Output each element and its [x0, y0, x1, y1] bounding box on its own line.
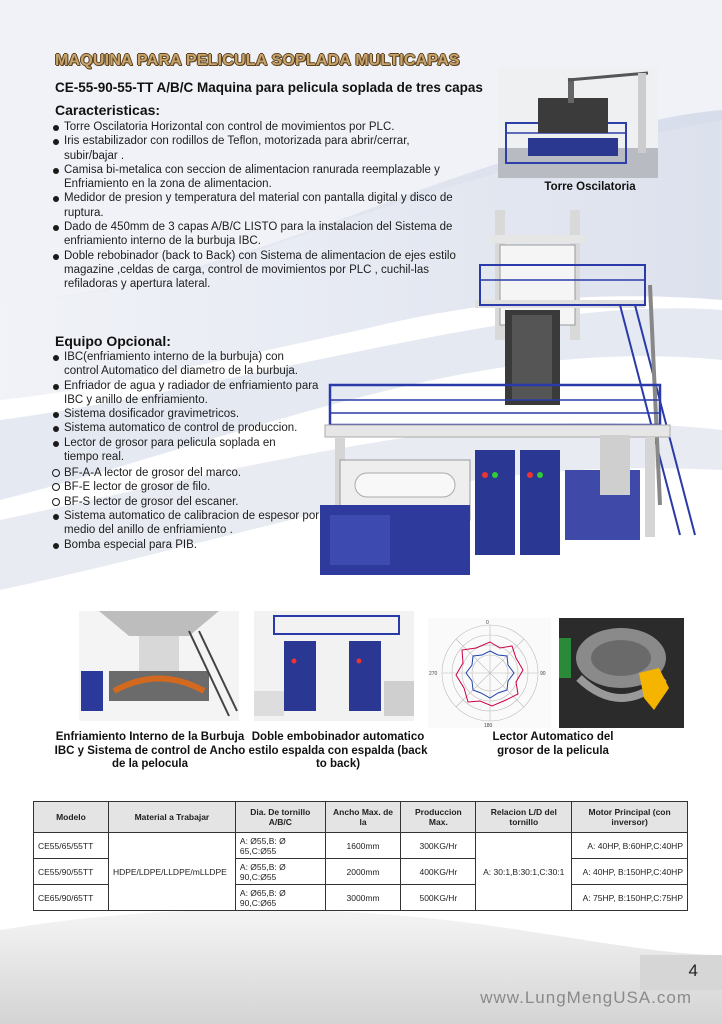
page-number: 4 [688, 961, 698, 980]
cell-model: CE65/90/65TT [34, 885, 109, 911]
sub-item: BF-E lector de grosor de filo. [52, 480, 320, 494]
scanner-caption: Lector Automatico del grosor de la pelicula [492, 731, 614, 757]
cell-motor: A: 75HP, B:150HP,C:75HP [572, 885, 688, 911]
scanner-photo [559, 618, 684, 728]
tower-photo [498, 68, 658, 178]
thickness-polar-plot [428, 618, 551, 728]
sub-item: BF-S lector de grosor del escaner. [52, 495, 320, 509]
feature-item: Dado de 450mm de 3 capas A/B/C LISTO para la instalacion del Sistema de enfriamiento interno de la burbuja IBC. [52, 220, 477, 249]
feature-item: Medidor de presion y temperatura del material con pantalla digital y disco de ruptura. [52, 191, 477, 220]
feature-item: Torre Oscilatoria Horizontal con control de movimientos por PLC. [52, 120, 477, 134]
optional-item: Bomba especial para PIB. [52, 538, 320, 552]
optional-list-continued [52, 509, 320, 552]
col-ld: Relacion L/D del tornillo [476, 802, 572, 833]
spec-table [33, 801, 688, 911]
polar-label-90: 90 [540, 671, 546, 677]
thickness-scanner-image [559, 618, 684, 728]
cell-motor: A: 40HP, B:60HP,C:40HP [572, 833, 688, 859]
page-title: MAQUINA PARA PELICULA SOPLADA MULTICAPAS [55, 52, 460, 69]
table-header-row [34, 802, 688, 833]
cell-width: 3000mm [325, 885, 401, 911]
optional-list [52, 350, 320, 464]
ibc-photo [79, 611, 239, 721]
col-screw: Dia. De tornillo A/B/C [235, 802, 325, 833]
col-output: Produccion Max. [401, 802, 476, 833]
cell-motor: A: 40HP, B:150HP,C:40HP [572, 859, 688, 885]
table-row [34, 833, 688, 859]
polar-chart-photo [428, 618, 551, 728]
cell-screw: A: Ø55,B: Ø 65,C:Ø55 [235, 833, 325, 859]
tower-caption: Torre Oscilatoria [544, 181, 636, 193]
cell-output: 400KG/Hr [401, 859, 476, 885]
col-width: Ancho Max. de la [325, 802, 401, 833]
polar-label-0: 0 [486, 620, 489, 626]
thickness-reader-sublist [52, 466, 320, 509]
optional-item: Sistema dosificador gravimetricos. [52, 407, 320, 421]
feature-item: Iris estabilizador con rodillos de Teflon, motorizada para abrir/cerrar, subir/bajar . [52, 134, 464, 163]
blown-film-machine-image [300, 205, 700, 600]
cell-ld: A: 30:1,B:30:1,C:30:1 [476, 833, 572, 911]
cell-output: 500KG/Hr [401, 885, 476, 911]
polar-label-180: 180 [484, 723, 493, 728]
ibc-cooling-image [79, 611, 239, 721]
winder-photo [254, 611, 414, 721]
sub-item: BF-A-A lector de grosor del marco. [52, 466, 320, 480]
polar-label-270: 270 [429, 671, 438, 677]
cell-output: 300KG/Hr [401, 833, 476, 859]
ibc-caption: Enfriamiento Interno de la Burbuja IBC y Sistema de control de Ancho de la pelocula [54, 731, 246, 770]
features-heading: Caracteristicas: [55, 102, 161, 118]
optional-item: Sistema automatico de control de produccion. [52, 421, 320, 435]
feature-item: Doble rebobinador (back to Back) con Sistema de alimentacion de ejes estilo magazine ,celdas de carga, control de movimientos por PLC , cuchil-las refiladoras y apertura lateral. [52, 249, 477, 292]
optional-item: IBC(enfriamiento interno de la burbuja) con control Automatico del diametro de la burbuja. [52, 350, 320, 379]
cell-screw: A: Ø65,B: Ø 90,C:Ø65 [235, 885, 325, 911]
back-to-back-winder-image [254, 611, 414, 721]
cell-model: CE55/65/55TT [34, 833, 109, 859]
feature-item: Camisa bi-metalica con seccion de alimentacion ranurada reemplazable y Enfriamiento en la zona de alimentacion. [52, 163, 477, 192]
col-motor: Motor Principal (con inversor) [572, 802, 688, 833]
cell-width: 1600mm [325, 833, 401, 859]
machine-subtitle: CE-55-90-55-TT A/B/C Maquina para pelicula soplada de tres capas [55, 80, 483, 95]
cell-material: HDPE/LDPE/LLDPE/mLLDPE [108, 833, 235, 911]
cell-width: 2000mm [325, 859, 401, 885]
col-model: Modelo [34, 802, 109, 833]
cell-screw: A: Ø55,B: Ø 90,C:Ø55 [235, 859, 325, 885]
col-material: Material a Trabajar [108, 802, 235, 833]
winder-caption: Doble embobinador automatico estilo espalda con espalda (back to back) [248, 731, 428, 770]
optional-item: Sistema automatico de calibracion de espesor por medio del anillo de enfriamiento . [52, 509, 320, 538]
website-link[interactable]: www.LungMengUSA.com [480, 988, 692, 1007]
optional-item: Enfriador de agua y radiador de enfriamiento para IBC y anillo de enfriamiento. [52, 379, 320, 408]
optional-item: Lector de grosor para pelicula soplada en tiempo real. [52, 436, 309, 465]
optional-heading: Equipo Opcional: [55, 333, 171, 349]
cell-model: CE55/90/55TT [34, 859, 109, 885]
oscillating-tower-image [498, 68, 658, 178]
